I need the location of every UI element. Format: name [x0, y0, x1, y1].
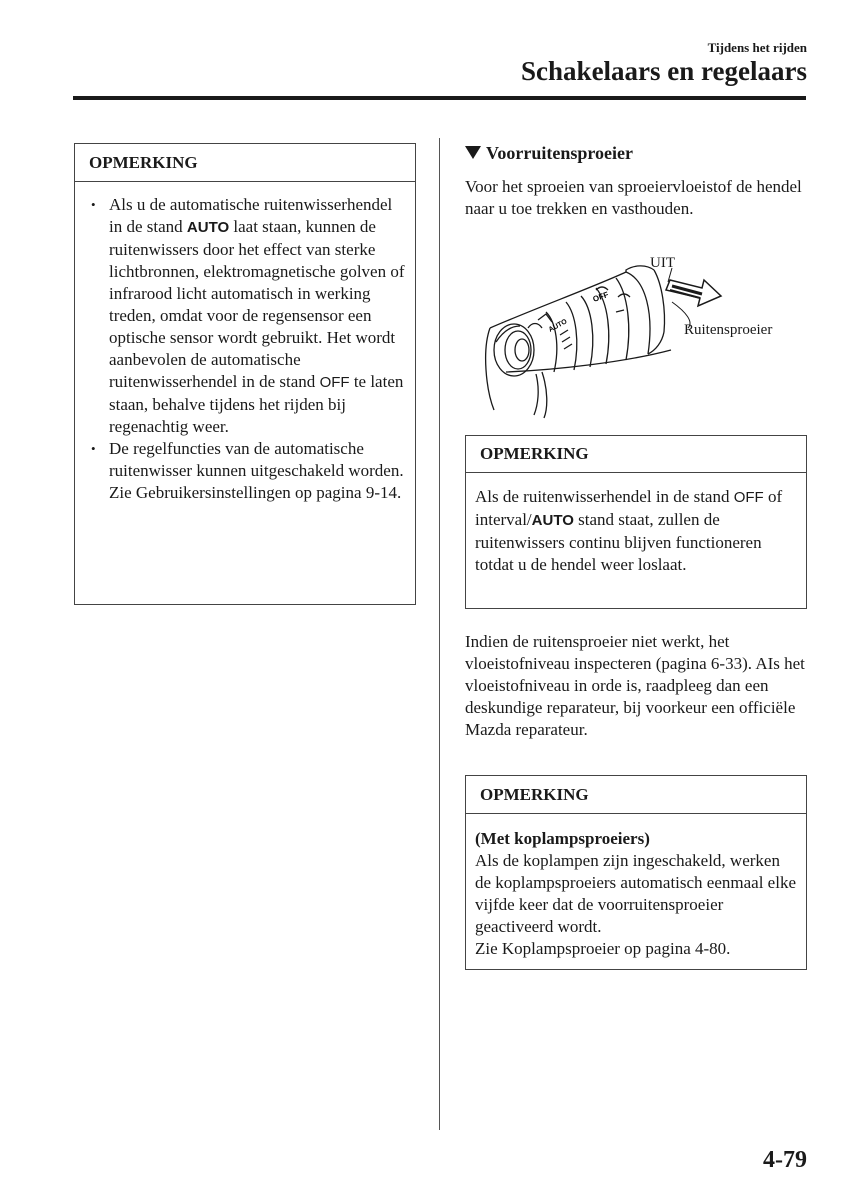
triangle-bullet-icon [465, 146, 481, 159]
note-box-washer [465, 435, 807, 609]
lever-mark-off: OFF [591, 289, 610, 304]
pull-arrow-icon [666, 280, 721, 306]
note-paragraph: Als de koplampen zijn ingeschakeld, werken de koplampsproeiers automatisch eenmaal elke vijfde keer dat de voorruitensproeier geactiveerd wordt. [475, 851, 796, 936]
note-text: Als de ruitenwisserhendel in de stand OFF of interval/AUTO stand staat, zullen de ruitenwissers continu blijven functioneren totdat u de hendel weer loslaat. [475, 487, 783, 574]
lever-mark-auto: AUTO [547, 318, 569, 334]
note-subtitle: (Met koplampsproeiers) [475, 829, 650, 848]
cross-reference: Zie Koplampsproeier op pagina 4-80. [475, 939, 731, 958]
chapter-title: Schakelaars en regelaars [521, 56, 807, 86]
auto-key-label: AUTO [186, 219, 230, 236]
label-washer: Ruitensproeier [684, 322, 773, 338]
note-list [75, 182, 415, 504]
off-key-label: OFF [733, 489, 764, 506]
off-key-label: OFF [319, 374, 350, 391]
intro-paragraph: Voor het sproeien van sproeiervloeistof de hendel naar u toe trekken en vasthouden. [465, 177, 802, 218]
section-heading: Voorruitensproeier [465, 143, 633, 164]
washer-fluid-paragraph: Indien de ruitensproeier niet werkt, het vloeistofniveau inspecteren (pagina 6-33). AIs het vloeistofniveau in orde is, raadpleeg dan een deskundige reparateur, bij voorkeur een officiële Mazda reparateur. [465, 632, 805, 739]
label-off: UIT [650, 255, 675, 271]
note-bullet-2: • De regelfuncties van de automatische ruitenwisser kunnen uitgeschakeld worden. Zie Gebruikersinstellingen op pagina 9-14. [109, 438, 407, 504]
note-title: OPMERKING [75, 144, 415, 182]
note-title: OPMERKING [466, 436, 806, 473]
column-divider [439, 138, 440, 1130]
note-title: OPMERKING [466, 776, 806, 814]
section-title: Tijdens het rijden [707, 40, 807, 55]
note-box-auto-wiper [74, 143, 416, 605]
auto-key-label: AUTO [531, 512, 574, 529]
note-bullet-1: • Als u de automatische ruitenwisserhendel in de stand AUTO laat staan, kunnen de ruitenwissers door het effect van sterke lichtbronnen, elektromagnetische golven of infrarood licht automatisch in werking treden, omdat voor de regensensor een optische sensor wordt gebruikt. Het wordt aanbevolen de automatische ruitenwisserhendel in de stand OFF te laten staan, behalve tijdens het rijden bij regenachtig weer. [109, 194, 407, 438]
cross-reference: Zie Gebruikersinstellingen op pagina 9-14. [109, 483, 402, 502]
page-number: 4-79 [763, 1147, 807, 1173]
note-box-headlamp-washers [465, 775, 807, 970]
wiper-lever-illustration [476, 250, 806, 425]
header-rule [73, 96, 806, 100]
note-text [466, 814, 806, 960]
